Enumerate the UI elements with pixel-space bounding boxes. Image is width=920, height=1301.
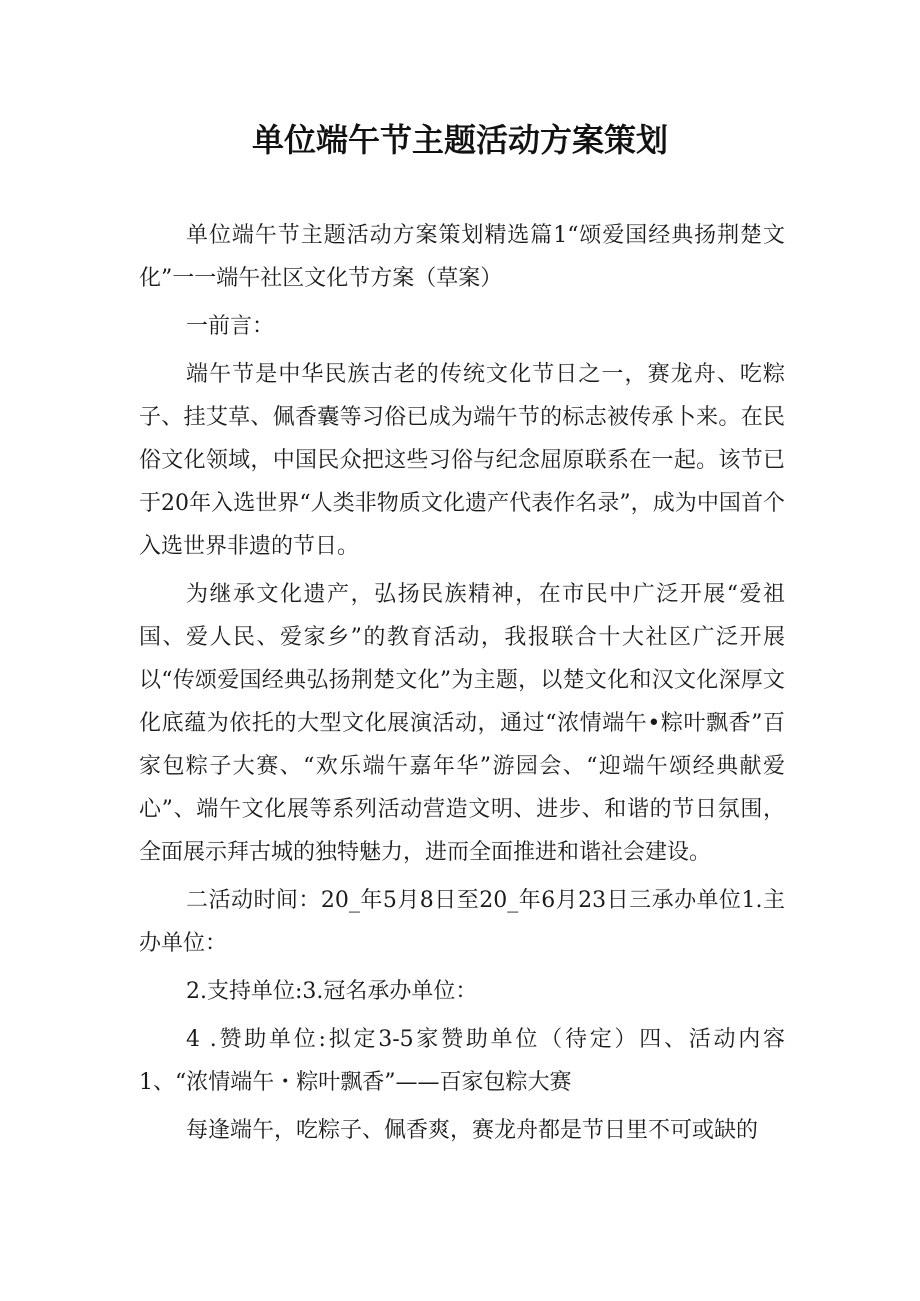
body-paragraph: 端午节是中华民族古老的传统文化节日之一，赛龙舟、吃粽子、挂艾草、佩香囊等习俗已成为端午节的标志被传承卜来。在民俗文化领域，中国民众把这些习俗与纪念屈原联系在一起。该节已于20年入选世界“人类非物质文化遗产代表作名录”，成为中国首个入选世界非遗的节日。 — [139, 362, 785, 559]
body-paragraph: 每逢端午，吃粽子、佩香爽，赛龙舟都是节日里不可或缺的 — [186, 1118, 759, 1143]
body-paragraph: 为继承文化遗产，弘扬民族精神，在市民中广泛开展“爱祖国、爱人民、爱家乡”的教育活动，我报联合十大社区广泛开展以“传颂爱国经典弘扬荆楚文化”为主题，以楚文化和汉文化深厚文化底蕴为依托的大型文化展演活动，通过“浓情端午•粽叶飘香”百家包粽子大赛、“欢乐端午嘉年华”游园会、“迎端午颂经典献爱心”、端午文化展等系列活动营造文明、进步、和谐的节日氛围，全面展示拜古城的独特魅力，进而全面推进和谐社会建设。 — [139, 582, 785, 865]
intro-paragraph: 单位端午节主题活动方案策划精选篇1“颂爱国经典扬荆楚文化”一一端午社区文化节方案（草案） — [139, 223, 785, 291]
document-body — [139, 214, 785, 1157]
section-heading-preface: 一前言： — [186, 314, 275, 339]
support-units-paragraph: 2.支持单位:3.冠名承办单位： — [186, 979, 478, 1004]
document-title: 单位端午节主题活动方案策划 — [251, 121, 668, 159]
activity-time-paragraph: 二活动时间：20_年5月8日至20_年6月23日三承办单位1.主办单位： — [139, 888, 785, 956]
sponsor-units-paragraph: 4 .赞助单位:拟定3-5家赞助单位（待定）四、活动内容1、“浓情端午・粽叶飘香”——百家包粽大赛 — [139, 1027, 785, 1095]
